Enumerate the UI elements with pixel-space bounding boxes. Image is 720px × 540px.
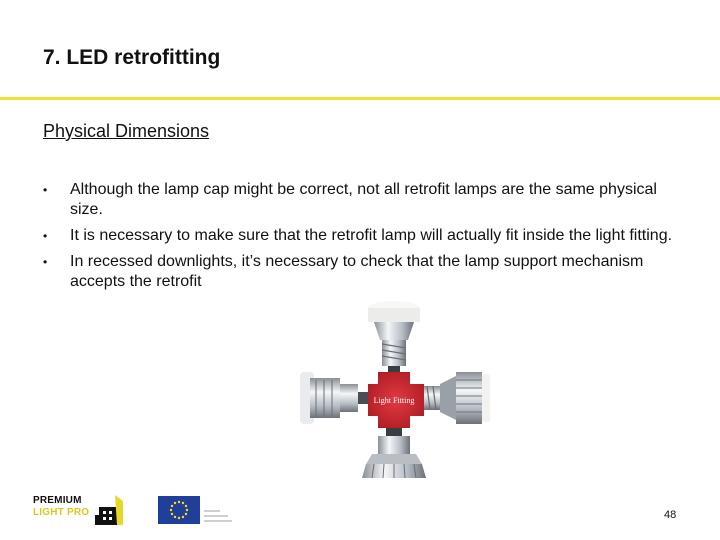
logo-line1: PREMIUM [33,495,82,506]
page-number: 48 [664,509,677,521]
logo-line2: LIGHT PRO [33,507,90,518]
bullet-dot: • [43,255,48,269]
light-fitting-block [368,372,424,428]
left-retrofit-lamp [300,372,368,424]
bullet-text: Although the lamp cap might be correct, not all retrofit lamps are the same physical size. [70,181,657,218]
fitting-label: Light Fitting [373,396,415,405]
right-retrofit-lamp [424,372,490,424]
premium-light-pro-logo [33,493,125,527]
slide-subtitle: Physical Dimensions [43,121,210,141]
bottom-retrofit-lamp [362,428,426,478]
bullet-item [43,180,683,220]
bullet-list [43,180,683,298]
building-icon [93,493,127,527]
eu-programme-text-icon [202,497,234,524]
top-retrofit-lamp [368,301,420,372]
bullet-text: It is necessary to make sure that the retrofit lamp will actually fit inside the light fitting. [70,227,673,244]
eu-flag-icon [158,496,200,524]
bullet-item [43,226,683,246]
lamp-fitting-illustration [296,300,492,480]
bullet-dot: • [43,229,48,243]
title-underline-rule [0,97,720,100]
bullet-dot: • [43,183,48,197]
bullet-text: In recessed downlights, it’s necessary to check that the lamp support mechanism accepts the retrofit [70,253,644,290]
bullet-item [43,252,683,292]
slide-title: 7. LED retrofitting [43,46,221,69]
